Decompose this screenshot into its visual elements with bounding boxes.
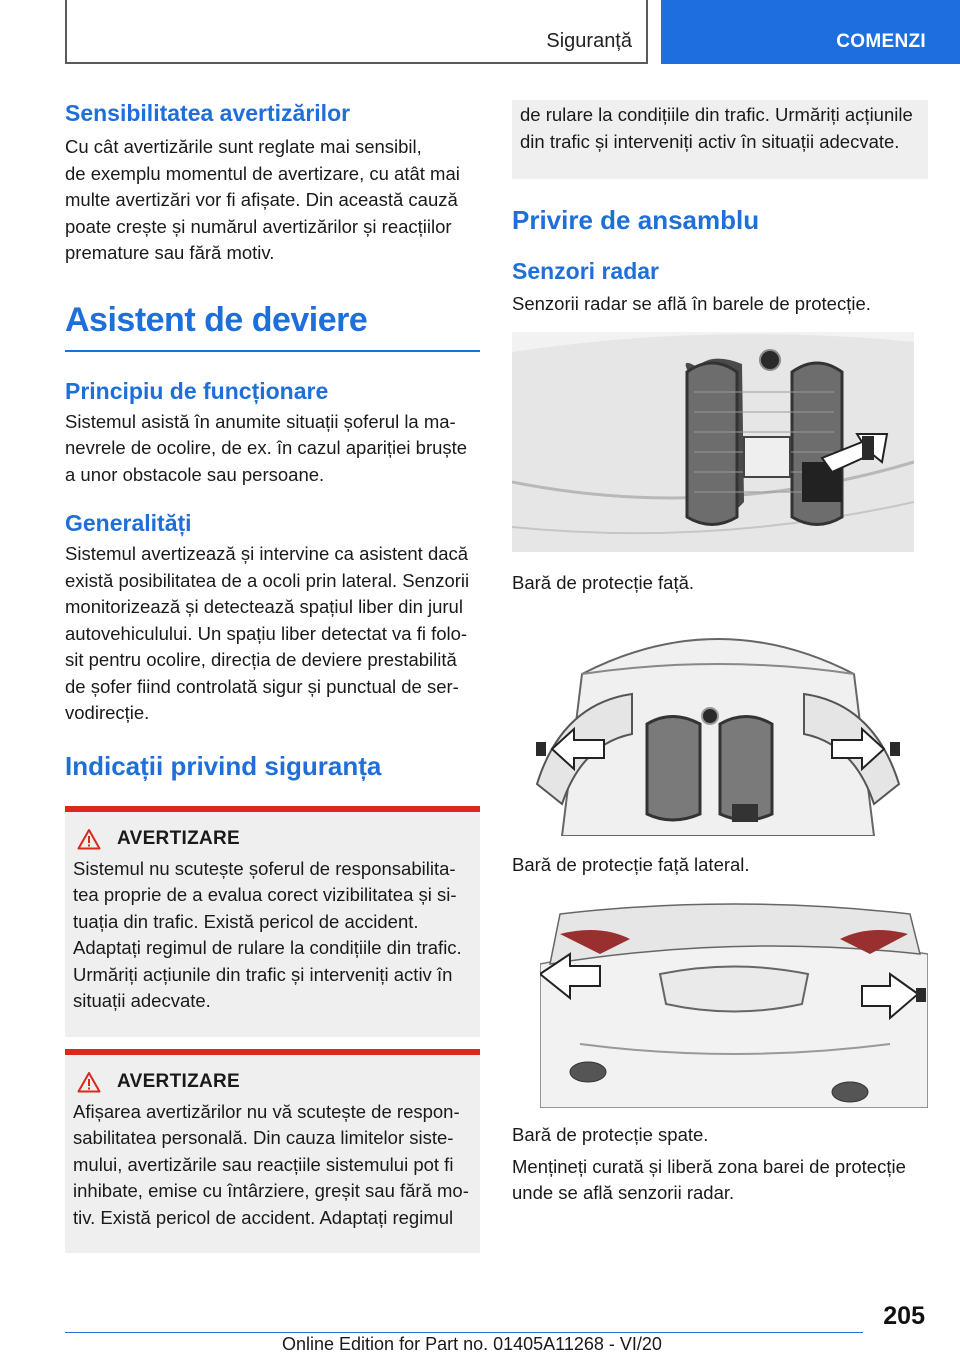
text-line: mului, avertizările sau reacțiile sistemului pot fi [73,1153,454,1175]
text-line: Sistemul asistă în anumite situații șoferul la ma- [65,410,456,432]
warning-continuation-box [512,100,928,179]
warning-title: AVERTIZARE [117,1070,240,1092]
text-line: multe avertizări vor fi afișate. Din această cauză [65,189,458,210]
text-line: Adaptați regimul de rulare la condițiile din trafic. [73,937,462,958]
text-line: sit pentru ocolire, direcția de deviere prestabilită [65,649,457,670]
header-section-box [65,0,648,64]
heading-principle: Principiu de funcționare [65,377,329,404]
caption-front: Bară de protecție față. [512,571,695,593]
text-line: Sistemul avertizează și intervine ca asistent dacă [65,543,469,564]
heading-rule [65,350,480,352]
sensitivity-paragraph [65,134,480,267]
text-line: există posibilitatea de a ocoli prin lateral. Senzorii [65,569,470,591]
warning-box-1 [65,806,480,1037]
text-line: tea proprie de a evalua corect vizibilitatea și si- [73,884,457,905]
text-line: de exemplu momentul de avertizare, cu atât mai [65,162,460,184]
footer-rule [65,1332,863,1333]
header-tab-label: COMENZI [836,31,926,52]
text-line: de rulare la condițiile din trafic. Urmăriți acțiunile [520,104,913,125]
caption-front-side: Bară de protecție față lateral. [512,853,750,875]
text-line: inhibate, emise cu întârziere, greșit sau fără mo- [73,1180,469,1201]
text-line: de șofer fiind controlată sigur și punctual de ser- [65,675,459,697]
heading-radar: Senzori radar [512,258,659,284]
right-column [512,100,928,1207]
text-line: monitorizează și detectează spațiul liber din jurul [65,596,463,617]
text-line: tiv. Există pericol de accident. Adaptați regimul [73,1206,454,1228]
general-paragraph [65,541,480,727]
warning-title: AVERTIZARE [117,827,240,849]
keep-clean-paragraph [512,1154,928,1207]
text-line: Mențineți curată și liberă zona barei de protecție [512,1155,906,1177]
text-line: Afișarea avertizărilor nu vă scutește de respon- [73,1100,460,1122]
front-side-bumper-image [522,614,914,836]
header-tab[interactable] [661,0,960,64]
text-line: din trafic și interveniți activ în situații adecvate. [520,130,900,152]
heading-overview: Privire de ansamblu [512,205,760,235]
header-section-title: Siguranță [546,30,632,52]
text-line: premature sau fără motiv. [65,242,275,263]
text-line: Urmăriți acțiunile din trafic și interveniți activ în [73,963,453,985]
heading-safety: Indicații privind siguranța [65,750,382,781]
footer-edition: Online Edition for Part no. 01405A11268 - VI/20 [282,1334,662,1354]
text-line: autovehiculului. Un spațiu liber detectat va fi folo- [65,622,468,644]
text-line: nevrele de ocolire, de ex. în cazul apariției bruște [65,437,468,458]
page-number: 205 [883,1302,925,1330]
text-line: Cu cât avertizările sunt reglate mai sensibil, [65,136,422,157]
front-bumper-image [512,332,914,552]
caption-rear: Bară de protecție spate. [512,1123,709,1145]
text-line: sabilitatea personală. Din cauza limitelor siste- [73,1127,454,1148]
principle-paragraph [65,409,480,489]
heading-sensitivity: Sensibilitatea avertizărilor [65,100,351,126]
warning-triangle-icon [77,1071,101,1093]
text-line: tuația din trafic. Există pericol de accident. [73,910,419,932]
rear-bumper-image [540,894,928,1108]
radar-text: Senzorii radar se află în barele de protecție. [512,293,871,314]
warning-box-2 [65,1049,480,1254]
text-line: poate crește și numărul avertizărilor și reacțiilor [65,215,452,237]
heading-general: Generalități [65,510,192,536]
text-line: a unor obstacole sau persoane. [65,463,325,485]
text-line: situații adecvate. [73,990,211,1011]
heading-main: Asistent de deviere [65,300,368,339]
text-line: Sistemul nu scutește șoferul de responsabilita- [73,857,456,879]
left-column [65,100,480,1253]
warning-triangle-icon [77,828,101,850]
text-line: vodirecție. [65,702,150,723]
text-line: unde se află senzorii radar. [512,1182,735,1203]
